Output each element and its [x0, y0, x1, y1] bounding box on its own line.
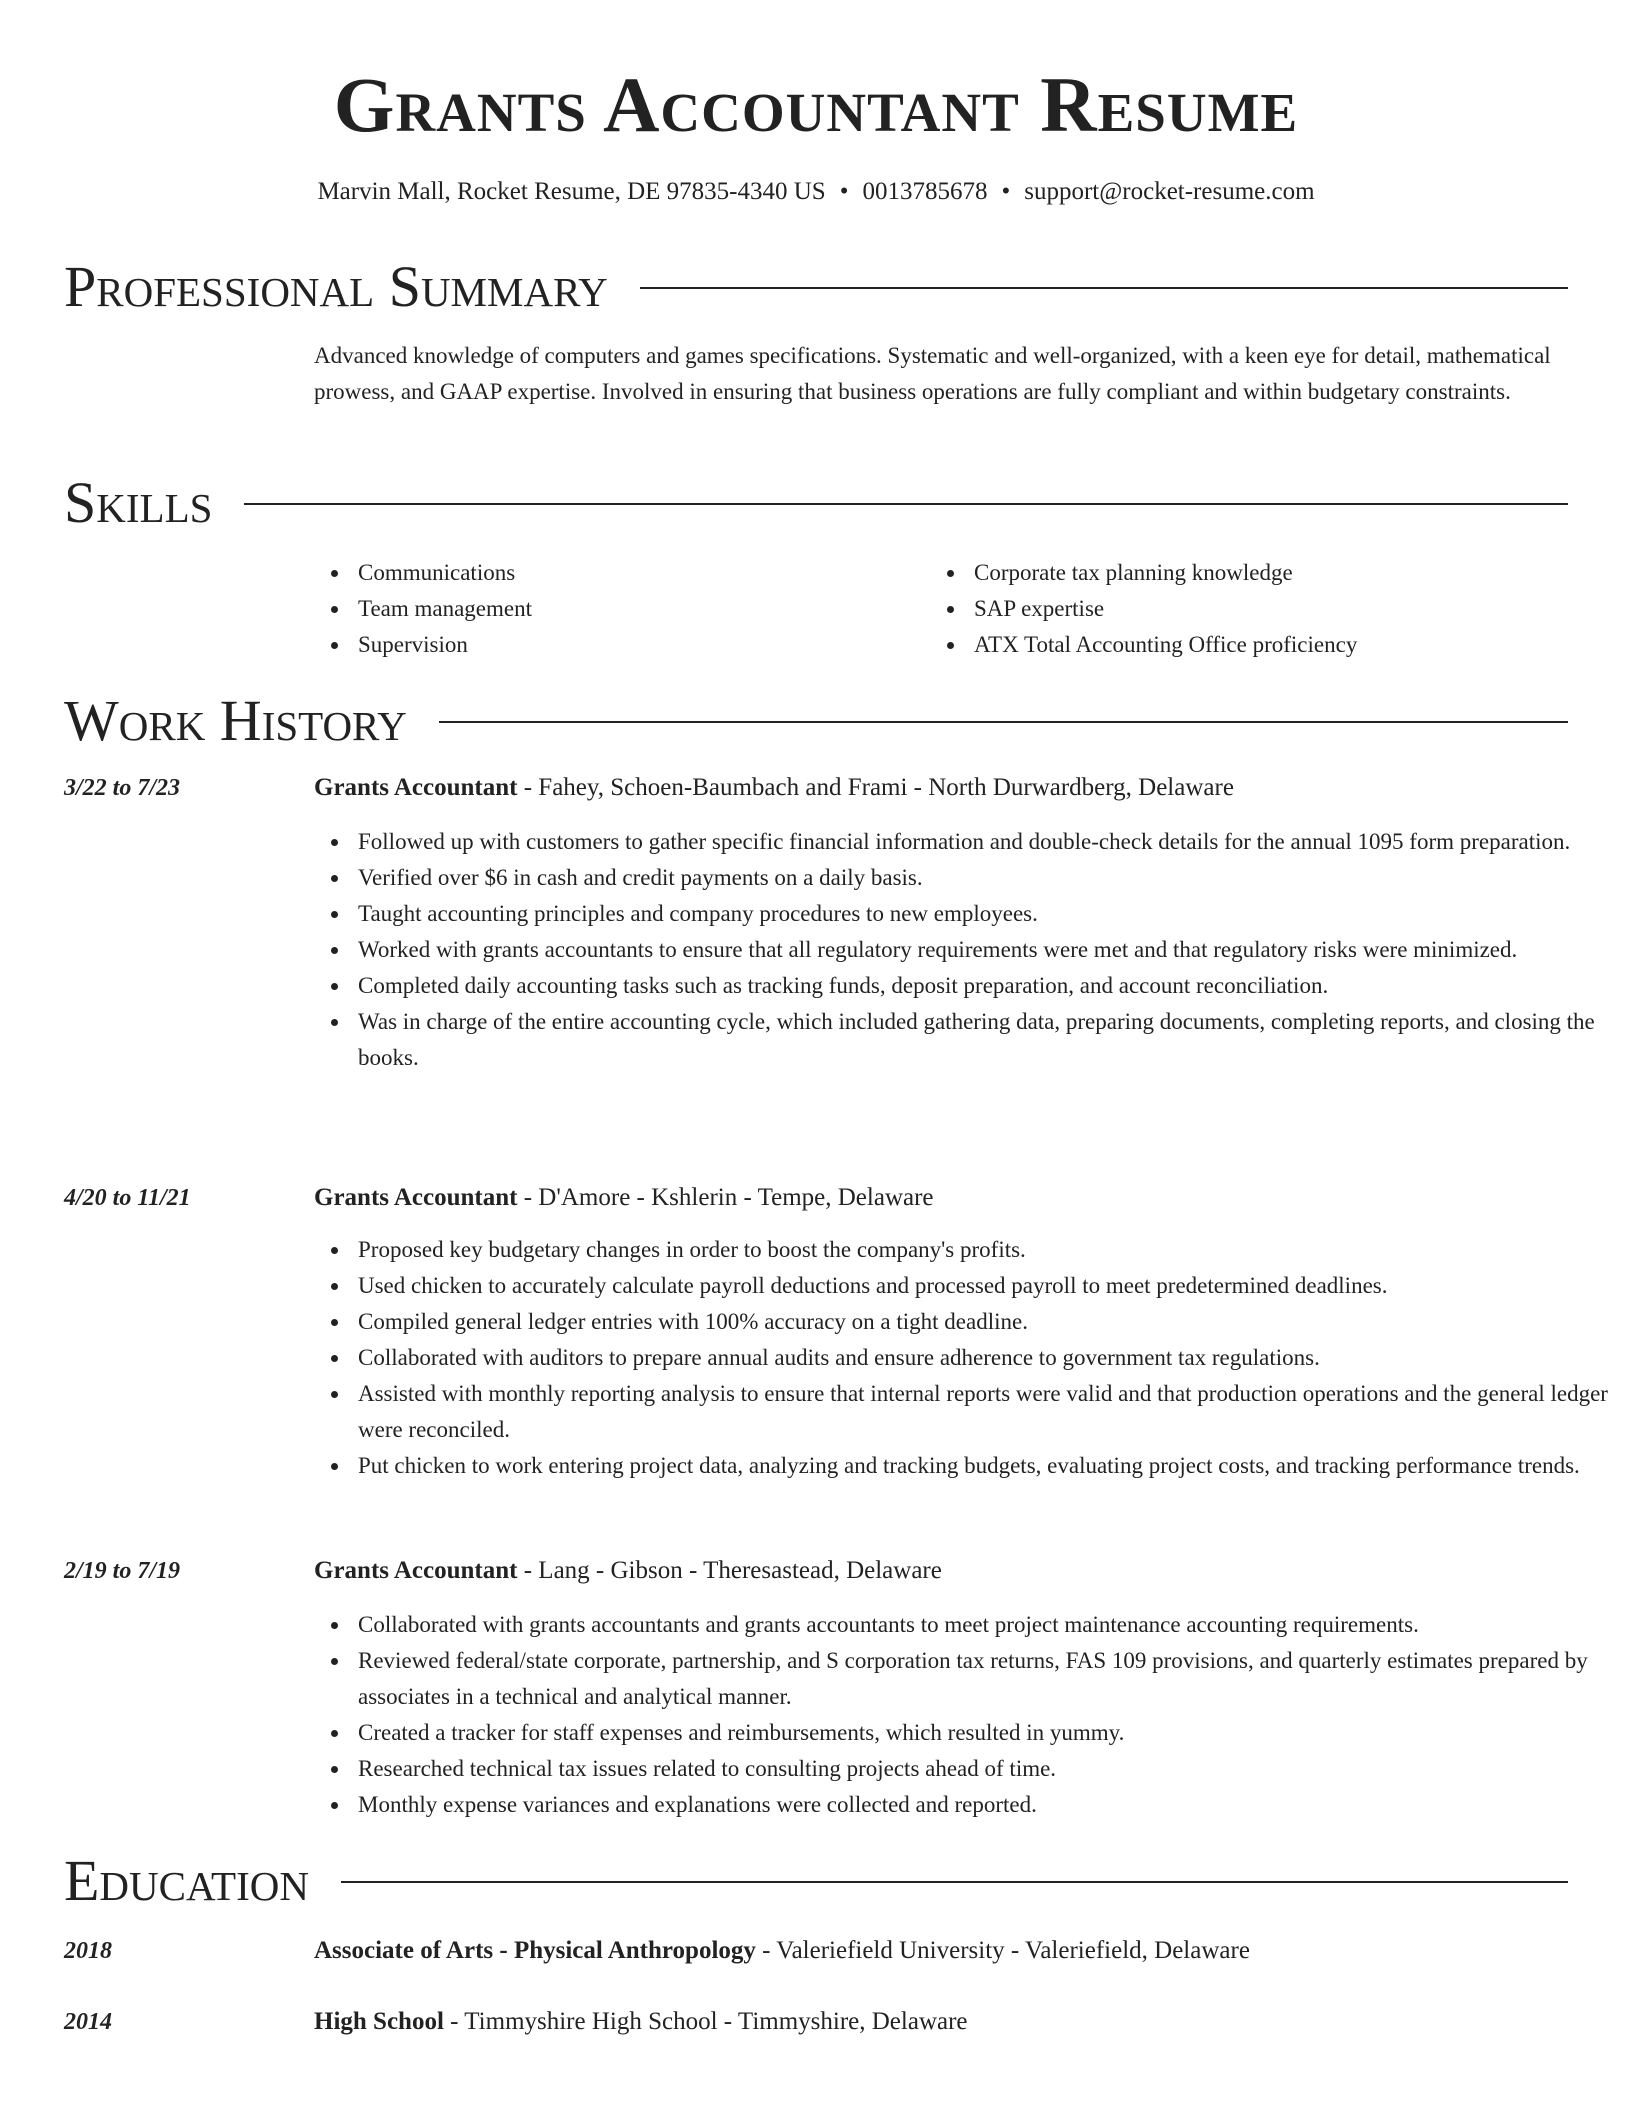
work-bullet: Researched technical tax issues related to consulting projects ahead of time.	[314, 1751, 1614, 1787]
work-dates: 3/22 to 7/23	[64, 775, 181, 801]
work-employer: - Lang - Gibson - Theresastead, Delaware	[517, 1557, 942, 1584]
education-school: - Timmyshire High School - Timmyshire, Delaware	[443, 2008, 968, 2035]
work-bullet: Used chicken to accurately calculate payroll deductions and processed payroll to meet predetermined deadlines.	[314, 1268, 1614, 1304]
work-bullets	[314, 1607, 1614, 1823]
education-year: 2014	[64, 2009, 112, 2035]
work-bullets	[314, 824, 1614, 1076]
contact-email: support@rocket-resume.com	[1024, 178, 1315, 205]
education-year: 2018	[64, 1938, 112, 1964]
education-heading	[314, 1933, 1568, 1969]
section-header-summary	[64, 252, 1568, 322]
work-bullet: Reviewed federal/state corporate, partnership, and S corporation tax returns, FAS 109 provisions, and quarterly estimates prepared by associates in a technical and analytical manner.	[314, 1643, 1614, 1715]
work-bullet: Verified over $6 in cash and credit payments on a daily basis.	[314, 860, 1614, 896]
section-title-skills: Skills	[64, 470, 213, 535]
section-title-work: Work History	[64, 688, 407, 753]
skill-item: SAP expertise	[930, 591, 1546, 627]
skills-column-left	[314, 555, 930, 663]
contact-separator: •	[1001, 178, 1011, 205]
summary-text: Advanced knowledge of computers and games specifications. Systematic and well-organized, with a keen eye for detail, mathematical prowess, and GAAP expertise. Involved in ensuring that business operations are fully compliant and within budgetary constraints.	[314, 343, 1551, 404]
section-header-work	[64, 686, 1568, 756]
work-bullet: Created a tracker for staff expenses and reimbursements, which resulted in yummy.	[314, 1715, 1614, 1751]
contact-line	[0, 175, 1632, 209]
contact-address: Marvin Mall, Rocket Resume, DE 97835-4340 US	[317, 178, 826, 205]
work-bullets	[314, 1232, 1614, 1484]
section-header-education	[64, 1846, 1568, 1916]
work-bullet: Monthly expense variances and explanations were collected and reported.	[314, 1787, 1614, 1823]
work-bullet: Was in charge of the entire accounting cycle, which included gathering data, preparing documents, completing reports, and closing the books.	[314, 1004, 1614, 1076]
skill-item: Team management	[314, 591, 930, 627]
work-title: Grants Accountant	[314, 1557, 518, 1584]
work-bullet: Compiled general ledger entries with 100% accuracy on a tight deadline.	[314, 1304, 1614, 1340]
work-bullet: Put chicken to work entering project data, analyzing and tracking budgets, evaluating project costs, and tracking performance trends.	[314, 1448, 1614, 1484]
work-bullet: Completed daily accounting tasks such as tracking funds, deposit preparation, and account reconciliation.	[314, 968, 1614, 1004]
work-bullet: Taught accounting principles and company procedures to new employees.	[314, 896, 1614, 932]
work-title: Grants Accountant	[314, 1184, 518, 1211]
work-heading	[314, 770, 1568, 806]
education-school: - Valeriefield University - Valeriefield, Delaware	[755, 1937, 1250, 1964]
education-degree: High School	[314, 2008, 444, 2035]
work-bullet: Collaborated with auditors to prepare annual audits and ensure adherence to government tax regulations.	[314, 1340, 1614, 1376]
work-dates: 4/20 to 11/21	[64, 1185, 191, 1211]
work-bullet: Proposed key budgetary changes in order to boost the company's profits.	[314, 1232, 1614, 1268]
skill-item: Supervision	[314, 627, 930, 663]
skill-item: Communications	[314, 555, 930, 591]
work-bullet: Collaborated with grants accountants and grants accountants to meet project maintenance accounting requirements.	[314, 1607, 1614, 1643]
work-heading	[314, 1553, 1568, 1589]
contact-separator: •	[839, 178, 849, 205]
section-title-education: Education	[64, 1848, 309, 1913]
education-heading	[314, 2004, 1568, 2040]
education-degree: Associate of Arts - Physical Anthropology	[314, 1937, 756, 1964]
work-bullet: Worked with grants accountants to ensure that all regulatory requirements were met and that regulatory risks were minimized.	[314, 932, 1614, 968]
skill-item: ATX Total Accounting Office proficiency	[930, 627, 1546, 663]
section-divider	[244, 503, 1568, 505]
work-title: Grants Accountant	[314, 774, 518, 801]
section-divider	[640, 287, 1568, 289]
skills-column-right	[930, 555, 1546, 663]
skill-item: Corporate tax planning knowledge	[930, 555, 1546, 591]
skills-list	[314, 555, 1574, 663]
section-divider	[341, 1881, 1568, 1883]
contact-phone: 0013785678	[862, 178, 988, 205]
section-divider	[439, 721, 1568, 723]
section-title-summary: Professional Summary	[64, 254, 608, 319]
work-bullet: Followed up with customers to gather specific financial information and double-check details for the annual 1095 form preparation.	[314, 824, 1614, 860]
work-employer: - Fahey, Schoen-Baumbach and Frami - North Durwardberg, Delaware	[517, 774, 1234, 801]
work-bullet: Assisted with monthly reporting analysis to ensure that internal reports were valid and that production operations and the general ledger were reconciled.	[314, 1376, 1614, 1448]
section-header-skills	[64, 468, 1568, 538]
work-dates: 2/19 to 7/19	[64, 1558, 181, 1584]
work-employer: - D'Amore - Kshlerin - Tempe, Delaware	[517, 1184, 934, 1211]
work-heading	[314, 1180, 1568, 1216]
page-title: Grants Accountant Resume	[333, 61, 1299, 148]
